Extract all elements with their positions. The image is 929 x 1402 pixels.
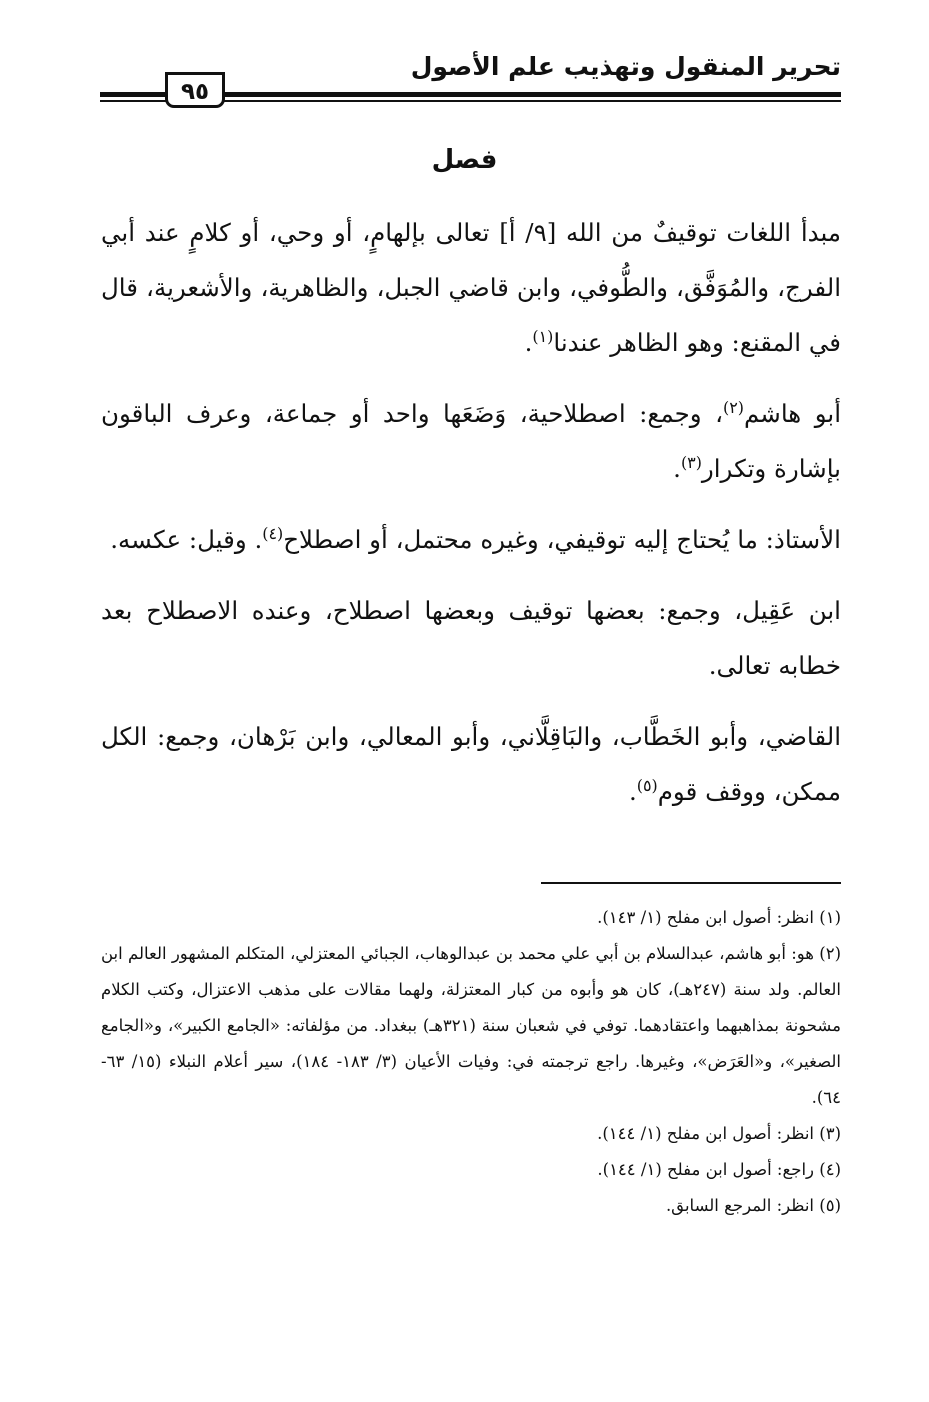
paragraph-4: [101, 583, 841, 693]
paragraph-end: .: [524, 328, 533, 357]
footnote-4: (٤) راجع: أصول ابن مفلح (١/ ١٤٤).: [597, 1160, 841, 1179]
paragraph-1: [101, 205, 841, 370]
paragraph-text: ، وجمع: اصطلاحية، وَضَعَها واحد أو جماعة، وعرف الباقون بإشارة وتكرار: [101, 399, 841, 483]
footnote-ref: (٢): [723, 397, 744, 417]
running-title: تحرير المنقول وتهذيب علم الأصول: [410, 52, 841, 81]
footnote-5: (٥) انظر: المرجع السابق.: [665, 1196, 841, 1215]
paragraph-2: [101, 386, 841, 496]
main-text: [101, 205, 841, 835]
paragraph-text: القاضي، وأبو الخَطَّاب، والبَاقِلَّاني، وأبو المعالي، وابن بَرْهان، وجمع: الكل ممكن، ووقف قوم: [101, 722, 841, 806]
footnote-ref: (٤): [262, 523, 284, 543]
paragraph-end: .: [628, 777, 637, 806]
footnote-ref: (١): [532, 326, 554, 346]
page-number: ٩٥: [165, 72, 225, 108]
footnote-separator: [541, 882, 841, 884]
footnotes: [101, 900, 841, 1224]
footnote-ref: (٥): [636, 775, 658, 795]
paragraph-5: [101, 709, 841, 819]
paragraph-text: مبدأ اللغات توقيفٌ من الله [٩/ أ] تعالى بإلهامٍ، أو وحي، أو كلامٍ عند أبي الفرج، والمُوَفَّق، والطُّوفي، وابن قاضي الجبل، والظاهرية، والأشعرية، قال في المقنع: وهو الظاهر عندنا: [101, 218, 841, 357]
paragraph-text: أبو هاشم: [744, 399, 841, 428]
paragraph-text: ابن عَقِيل، وجمع: بعضها توقيف وبعضها اصطلاح، وعنده الاصطلاح بعد خطابه تعالى.: [101, 596, 841, 680]
footnote-ref: (٣): [680, 452, 702, 472]
paragraph-text: الأستاذ: ما يُحتاج إليه توقيفي، وغيره محتمل، أو اصطلاح: [283, 525, 841, 554]
paragraph-3: [101, 512, 841, 567]
paragraph-end: .: [673, 454, 681, 483]
section-heading: فصل: [431, 145, 498, 175]
footnote-1: (١) انظر: أصول ابن مفلح (١/ ١٤٣).: [597, 908, 841, 927]
footnote-3: (٣) انظر: أصول ابن مفلح (١/ ١٤٤).: [597, 1124, 841, 1143]
footnote-2: (٢) هو: أبو هاشم، عبدالسلام بن أبي علي محمد بن عبدالوهاب، الجبائي المعتزلي، المتكلم المشهور العالم ابن العالم. ولد سنة (٢٤٧هـ)، كان هو وأبوه من كبار المعتزلة، ولهما مقالات على مذهب الاعتزال، وكتب الكلام مشحونة بمذاهبهما واعتقادهما. توفي في شعبان سنة (٣٢١هـ) ببغداد. من مؤلفاته: «الجامع الكبير»، و«الجامع الصغير»، و«العَرَض»، وغيرها. راجع ترجمته في: وفيات الأعيان (٣/ ١٨٣- ١٨٤)، سير أعلام النبلاء (١٥/ ٦٣- ٦٤).: [101, 944, 841, 1107]
paragraph-end: . وقيل: عكسه.: [110, 525, 263, 554]
